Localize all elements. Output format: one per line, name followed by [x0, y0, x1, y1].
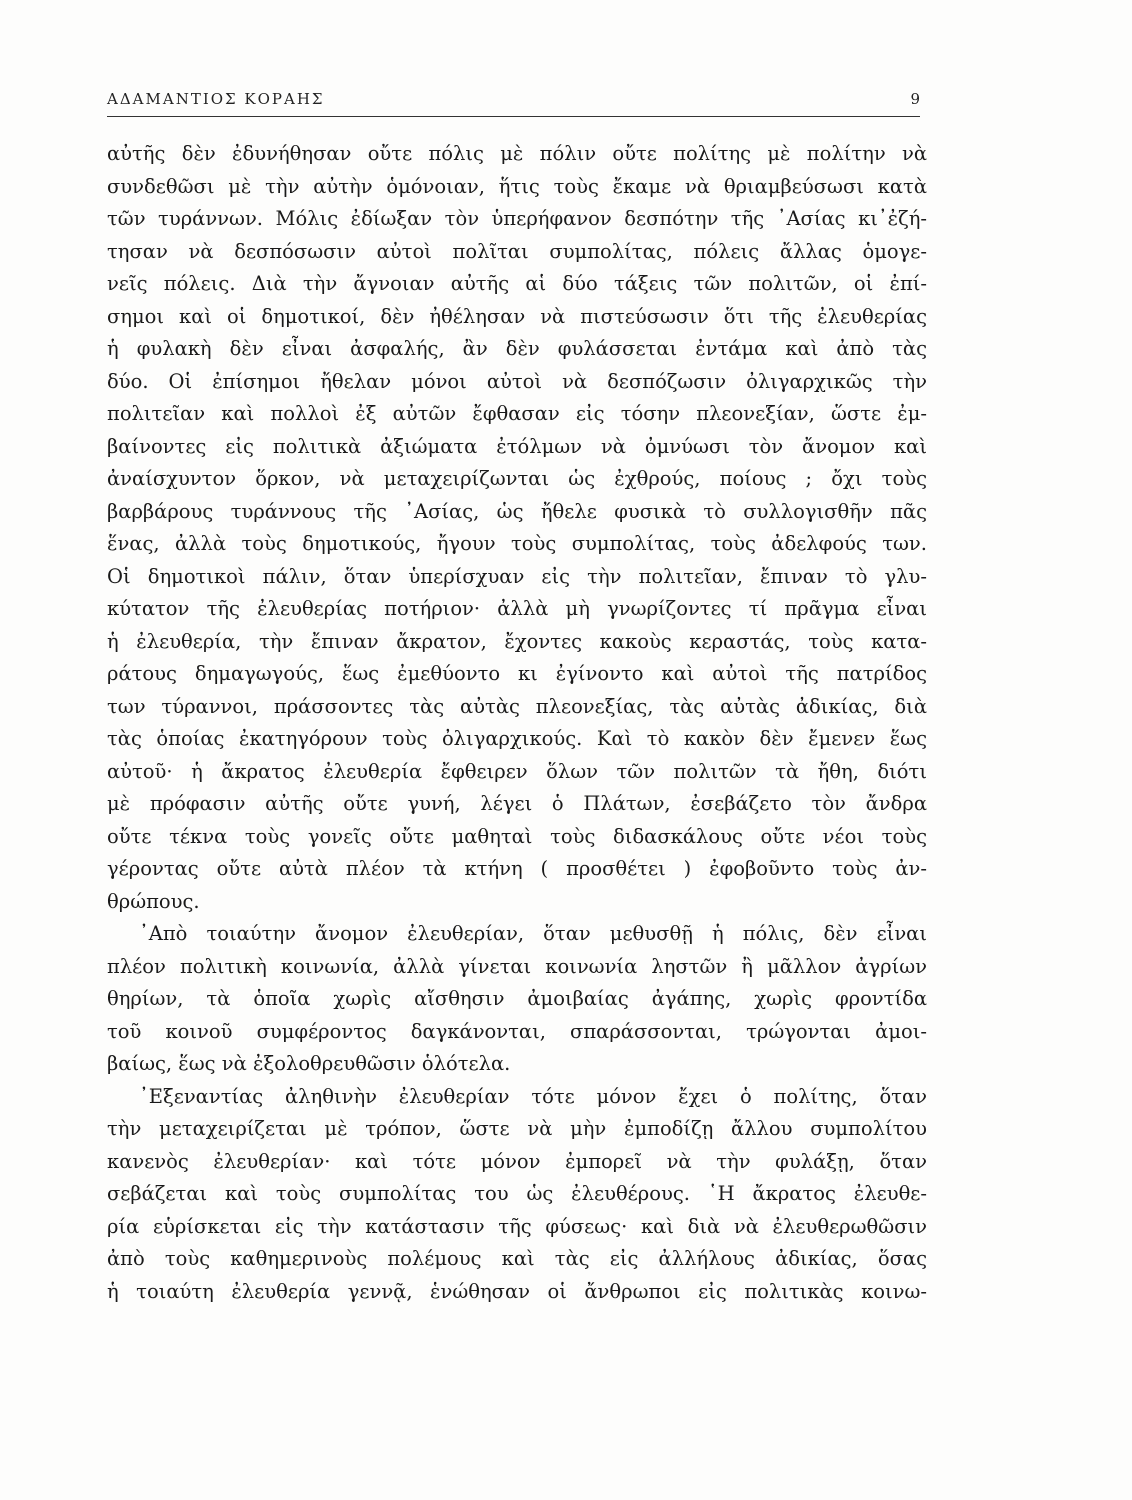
text-line: ἡ τοιαύτη ἐλευθερία γεννᾷ, ἑνώθησαν οἱ ἄνθρωποι εἰς πολιτικὰς κοινω-	[107, 1279, 927, 1303]
paragraph-start-line: ᾿Απὸ τοιαύτην ἄνομον ἐλευθερίαν, ὅταν μεθυσθῇ ἡ πόλις, δὲν εἶναι	[139, 922, 927, 945]
body-text	[107, 138, 927, 1308]
text-line: τὰς ὁποίας ἐκατηγόρουν τοὺς ὀλιγαρχικούς. Καὶ τὸ κακὸν δὲν ἔμενεν ἕως	[107, 727, 927, 750]
text-line: κανενὸς ἐλευθερίαν· καὶ τότε μόνον ἐμπορεῖ νὰ τὴν φυλάξῃ, ὅταν	[107, 1149, 927, 1173]
text-line: τησαν νὰ δεσπόσωσιν αὐτοὶ πολῖται συμπολίτας, πόλεις ἄλλας ὁμογε-	[107, 239, 927, 263]
text-line: ἕνας, ἀλλὰ τοὺς δημοτικούς, ἤγουν τοὺς συμπολίτας, τοὺς ἀδελφούς των.	[107, 532, 927, 555]
text-line: πλέον πολιτικὴ κοινωνία, ἀλλὰ γίνεται κοινωνία ληστῶν ἢ μᾶλλον ἀγρίων	[107, 954, 927, 978]
running-head-author: ΑΔΑΜΑΝΤΙΟΣ ΚΟΡΑΗΣ	[107, 90, 325, 108]
text-line: βαρβάρους τυράννους τῆς ᾿Ασίας, ὡς ἤθελε φυσικὰ τὸ συλλογισθῆν πᾶς	[107, 499, 927, 523]
text-line: των τύραννοι, πράσσοντες τὰς αὐτὰς πλεονεξίας, τὰς αὐτὰς ἀδικίας, διὰ	[107, 694, 927, 718]
text-line: μὲ πρόφασιν αὐτῆς οὔτε γυνή, λέγει ὁ Πλάτων, ἐσεβάζετο τὸν ἄνδρα	[107, 792, 927, 815]
text-line: τοῦ κοινοῦ συμφέροντος δαγκάνονται, σπαράσσονται, τρώγονται ἀμοι-	[107, 1019, 927, 1043]
text-line: αὐτῆς δὲν ἐδυνήθησαν οὔτε πόλις μὲ πόλιν οὔτε πολίτης μὲ πολίτην νὰ	[107, 142, 927, 165]
text-line: ἀπὸ τοὺς καθημερινοὺς πολέμους καὶ τὰς εἰς ἀλλήλους ἀδικίας, ὅσας	[107, 1247, 927, 1270]
text-line: δύο. Οἱ ἐπίσημοι ἤθελαν μόνοι αὐτοὶ νὰ δεσπόζωσιν ὀλιγαρχικῶς τὴν	[107, 369, 927, 393]
page-number: 9	[910, 90, 920, 108]
paragraph-end-line: βαίως, ἕως νὰ ἐξολοθρευθῶσιν ὁλότελα.	[107, 1052, 511, 1075]
text-line: σημοι καὶ οἱ δημοτικοί, δὲν ἠθέλησαν νὰ πιστεύσωσιν ὅτι τῆς ἐλευθερίας	[107, 304, 927, 328]
text-line: ἡ φυλακὴ δὲν εἶναι ἀσφαλής, ἂν δὲν φυλάσσεται ἐντάμα καὶ ἀπὸ τὰς	[107, 337, 927, 360]
text-line: τῶν τυράννων. Μόλις ἐδίωξαν τὸν ὑπερήφανον δεσπότην τῆς ᾿Ασίας κι᾿ἐζή-	[107, 207, 927, 230]
text-line: αὐτοῦ· ἡ ἄκρατος ἐλευθερία ἔφθειρεν ὅλων τῶν πολιτῶν τὰ ἤθη, διότι	[107, 759, 927, 783]
text-line: ἀναίσχυντον ὅρκον, νὰ μεταχειρίζωνται ὡς ἐχθρούς, ποίους ; ὄχι τοὺς	[107, 467, 927, 490]
text-line: ἡ ἐλευθερία, τὴν ἔπιναν ἄκρατον, ἔχοντες κακοὺς κεραστάς, τοὺς κατα-	[107, 629, 927, 653]
running-head	[107, 86, 920, 117]
text-line: τὴν μεταχειρίζεται μὲ τρόπον, ὥστε νὰ μὴν ἐμποδίζῃ ἄλλου συμπολίτου	[107, 1117, 927, 1140]
text-line: νεῖς πόλεις. Διὰ τὴν ἄγνοιαν αὐτῆς αἱ δύο τάξεις τῶν πολιτῶν, οἱ ἐπί-	[107, 272, 927, 295]
text-line: κύτατον τῆς ἐλευθερίας ποτήριον· ἀλλὰ μὴ γνωρίζοντες τί πρᾶγμα εἶναι	[107, 597, 927, 620]
text-line: θηρίων, τὰ ὁποῖα χωρὶς αἴσθησιν ἀμοιβαίας ἀγάπης, χωρὶς φροντίδα	[107, 987, 927, 1010]
text-line: βαίνοντες εἰς πολιτικὰ ἀξιώματα ἐτόλμων νὰ ὀμνύωσι τὸν ἄνομον καὶ	[107, 434, 927, 458]
text-line: σεβάζεται καὶ τοὺς συμπολίτας του ὡς ἐλευθέρους. ῾Η ἄκρατος ἐλευθε-	[107, 1182, 927, 1205]
text-line: πολιτεῖαν καὶ πολλοὶ ἐξ αὐτῶν ἔφθασαν εἰς τόσην πλεονεξίαν, ὥστε ἐμ-	[107, 402, 927, 425]
text-line: γέροντας οὔτε αὐτὰ πλέον τὰ κτήνη ( προσθέτει ) ἐφοβοῦντο τοὺς ἀν-	[107, 857, 927, 880]
text-line: ρία εὑρίσκεται εἰς τὴν κατάστασιν τῆς φύσεως· καὶ διὰ νὰ ἐλευθερωθῶσιν	[107, 1214, 927, 1238]
text-line: Οἱ δημοτικοὶ πάλιν, ὅταν ὑπερίσχυαν εἰς τὴν πολιτεῖαν, ἔπιναν τὸ γλυ-	[107, 564, 927, 588]
paragraph-end-line: θρώπους.	[107, 889, 200, 913]
text-line: συνδεθῶσι μὲ τὴν αὐτὴν ὁμόνοιαν, ἥτις τοὺς ἔκαμε νὰ θριαμβεύσωσι κατὰ	[107, 174, 927, 198]
paragraph-start-line: ᾿Εξεναντίας ἀληθινὴν ἐλευθερίαν τότε μόνον ἔχει ὁ πολίτης, ὅταν	[139, 1084, 927, 1108]
text-line: ράτους δημαγωγούς, ἕως ἐμεθύοντο κι ἐγίνοντο καὶ αὐτοὶ τῆς πατρίδος	[107, 662, 927, 685]
text-line: οὔτε τέκνα τοὺς γονεῖς οὔτε μαθηταὶ τοὺς διδασκάλους οὔτε νέοι τοὺς	[107, 824, 927, 848]
